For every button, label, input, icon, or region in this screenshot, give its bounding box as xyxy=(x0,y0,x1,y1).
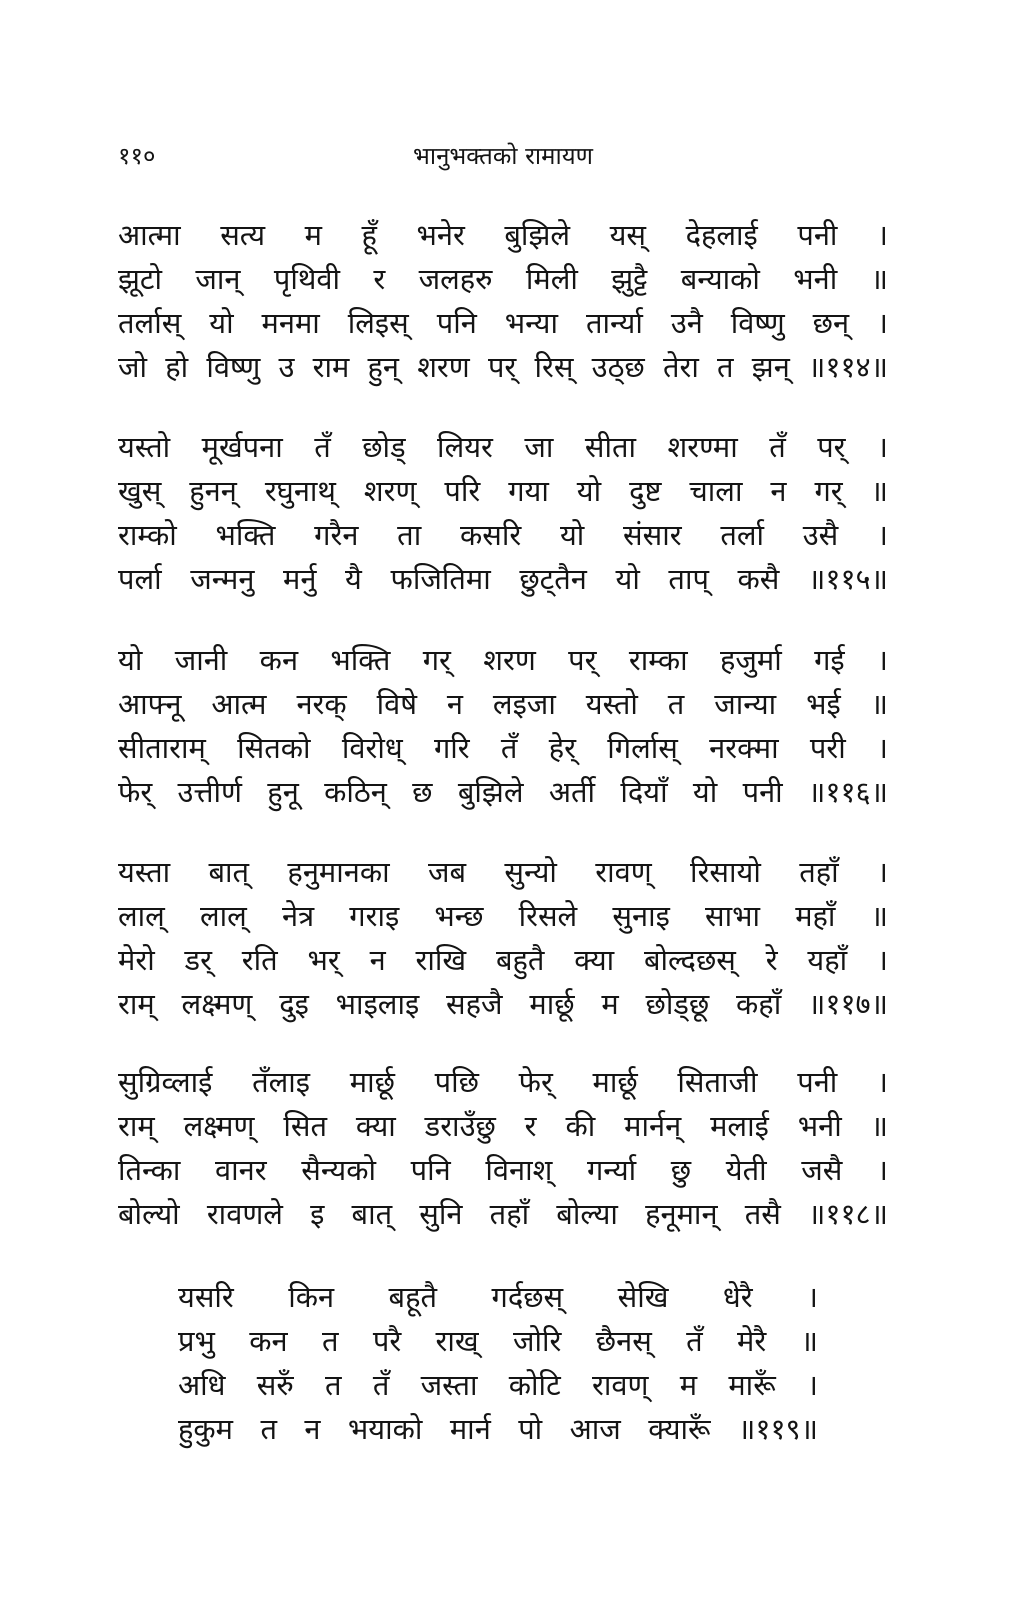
verse-line: जो हो विष्णु उ राम हुन् शरण पर् रिस् उठ्छ तेरा त झन् ॥११४॥ xyxy=(118,350,888,384)
verse-stanza-116 xyxy=(118,638,888,814)
verse-line: यस्तो मूर्खपना तँ छोड् लियर जा सीता शरण्मा तँ पर् । xyxy=(118,430,888,464)
verse-line: अधि सरुँ त तँ जस्ता कोटि रावण् म मारूँ । xyxy=(178,1368,818,1402)
verse-line: राम् लक्ष्मण् सित क्या डराउँछु र की मार्नन् मलाई भनी ॥ xyxy=(118,1109,888,1143)
verse-line: सीताराम् सितको विरोध् गरि तँ हेर् गिर्लास् नरक्मा परी । xyxy=(118,731,888,765)
verse-line: राम् लक्ष्मण् दुइ भाइलाइ सहजै मार्छू म छोड्छू कहाँ ॥११७॥ xyxy=(118,987,888,1021)
verse-line: यसरि किन बहूतै गर्दछस् सेखि धेरै । xyxy=(178,1280,818,1314)
verse-line: आत्मा सत्य म हूँ भनेर बुझिले यस् देहलाई पनी । xyxy=(118,218,888,252)
verse-line: मेरो डर् रति भर् न राखि बहुतै क्या बोल्दछस् रे यहाँ । xyxy=(118,943,888,977)
verse-line: यस्ता बात् हनुमानका जब सुन्यो रावण् रिसायो तहाँ । xyxy=(118,855,888,889)
verse-line: तर्लास् यो मनमा लिइस् पनि भन्या तार्न्या उनै विष्णु छन् । xyxy=(118,306,888,340)
verse-stanza-118 xyxy=(118,1060,888,1236)
verse-line: आफ्नू आत्म नरक् विषे न लइजा यस्तो त जान्या भई ॥ xyxy=(118,687,888,721)
verse-stanza-119 xyxy=(178,1275,818,1451)
verse-line: फेर् उत्तीर्ण हुनू कठिन् छ बुझिले अर्ती दियाँ यो पनी ॥११६॥ xyxy=(118,775,888,809)
verse-line: राम्को भक्ति गरैन ता कसरि यो संसार तर्ला उसै । xyxy=(118,518,888,552)
verse-stanza-115 xyxy=(118,425,888,601)
verse-stanza-117 xyxy=(118,850,888,1026)
verse-line: हुकुम त न भयाको मार्न पो आज क्यारूँ ॥११९॥ xyxy=(178,1412,818,1446)
verse-line: खुस् हुनन् रघुनाथ् शरण् परि गया यो दुष्ट चाला न गर् ॥ xyxy=(118,474,888,508)
verse-line: झूटो जान् पृथिवी र जलहरु मिली झुट्टै बन्याको भनी ॥ xyxy=(118,262,888,296)
verse-line: यो जानी कन भक्ति गर् शरण पर् राम्का हजुर्मा गई । xyxy=(118,643,888,677)
verse-line: सुग्रिव्लाई तँलाइ मार्छू पछि फेर् मार्छू सिताजी पनी । xyxy=(118,1065,888,1099)
page-header xyxy=(118,140,888,180)
verse-line: प्रभु कन त परै राख् जोरि छैनस् तँ मेरै ॥ xyxy=(178,1324,818,1358)
running-title: भानुभक्तको रामायण xyxy=(413,142,593,170)
verse-line: तिन्का वानर सैन्यको पनि विनाश् गर्न्या छु येती जसै । xyxy=(118,1153,888,1187)
verse-line: बोल्यो रावणले इ बात् सुनि तहाँ बोल्या हनूमान् तसै ॥११८॥ xyxy=(118,1197,888,1231)
verse-stanza-114 xyxy=(118,213,888,389)
verse-line: लाल् लाल् नेत्र गराइ भन्छ रिसले सुनाइ साभा महाँ ॥ xyxy=(118,899,888,933)
page-number: ११० xyxy=(118,142,156,170)
verse-line: पर्ला जन्मनु मर्नु यै फजितिमा छुट्तैन यो ताप् कसै ॥११५॥ xyxy=(118,562,888,596)
